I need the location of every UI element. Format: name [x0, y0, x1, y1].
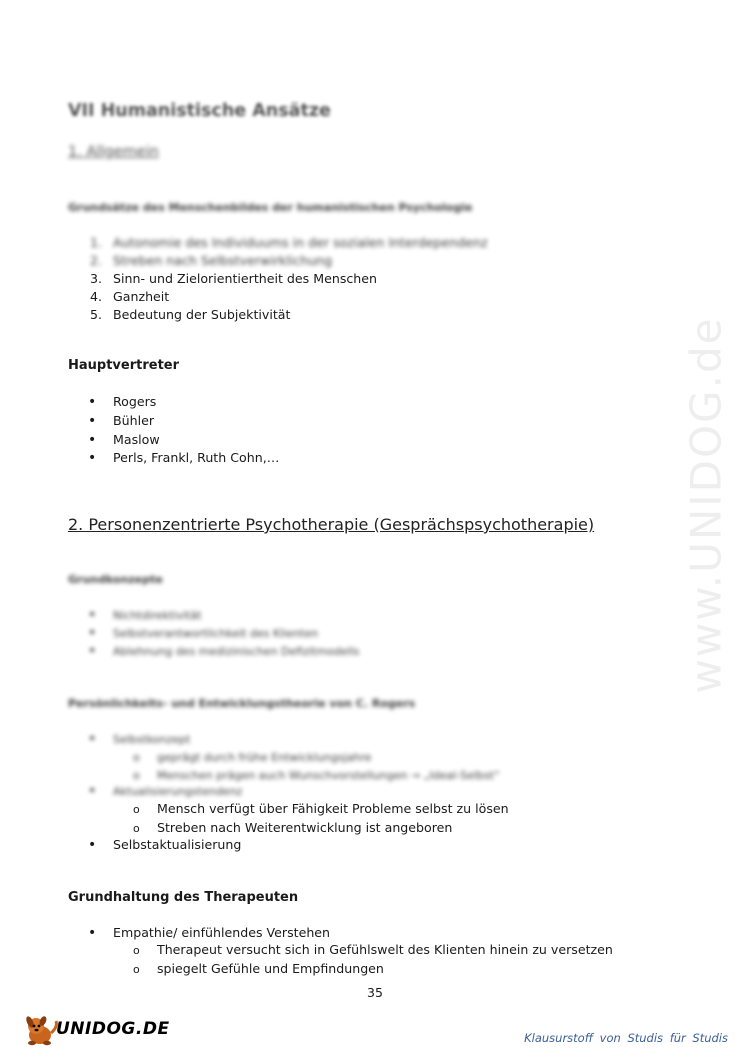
- list-item: o Mensch verfügt über Fähigkeit Probleme selbst zu lösen: [133, 801, 509, 816]
- list-item: • Ablehnung des medizinischen Defizitmodells: [88, 642, 360, 659]
- list-item: 1. Autonomie des Individuums in der sozialen Interdependenz: [90, 235, 488, 250]
- empathy-sublist: [133, 941, 613, 979]
- list-item: • Maslow: [88, 431, 160, 448]
- list-item: • Selbstverantwortlichkeit des Klienten: [88, 624, 319, 641]
- list-item: o spiegelt Gefühle und Empfindungen: [133, 961, 384, 976]
- watermark: www.UNIDOG.de: [681, 316, 731, 694]
- page-title: VII Humanistische Ansätze: [68, 101, 331, 121]
- list-item: • Rogers: [88, 394, 157, 410]
- subheading-grundhaltung: Grundhaltung des Therapeuten: [68, 890, 299, 905]
- logo-text: UNIDOG.DE: [56, 1019, 170, 1039]
- list-item: • Empathie/ einfühlendes Verstehen: [88, 925, 331, 941]
- list-item: • Bühler: [88, 412, 155, 429]
- subheading-hauptvertreter: Hauptvertreter: [68, 358, 180, 373]
- section-heading-personenzentriert: 2. Personenzentrierte Psychotherapie (Gesprächspsychotherapie): [68, 515, 595, 534]
- list-item: 5. Bedeutung der Subjektivität: [90, 307, 291, 322]
- page-number: 35: [367, 985, 383, 1000]
- footer-tagline: Klausurstoff von Studis für Studis: [524, 1031, 728, 1045]
- list-item: 4. Ganzheit: [90, 289, 170, 304]
- concepts-list: [88, 607, 359, 660]
- list-item: • Aktualisierungstendenz: [88, 783, 243, 799]
- list-item: • Selbstkonzept: [88, 731, 191, 747]
- actualization-sublist: [133, 800, 509, 838]
- self-concept-sublist: [133, 749, 500, 785]
- list-item: • Perls, Frankl, Ruth Cohn,…: [88, 450, 280, 467]
- unidog-logo: [22, 1013, 170, 1047]
- representatives-list: [88, 393, 279, 468]
- section-heading-allgemein: 1. Allgemein: [68, 144, 159, 160]
- subheading-grundsaetze: Grundsätze des Menschenbildes der humanistischen Psychologie: [68, 201, 473, 214]
- subheading-theorie: Persönlichkeits- und Entwicklungstheorie von C. Rogers: [68, 697, 416, 710]
- list-item: o geprägt durch frühe Entwicklungsjahre: [133, 751, 372, 764]
- dog-icon: [22, 1013, 60, 1047]
- principles-list: [90, 234, 488, 324]
- list-item: • Nichtdirektivität: [88, 607, 202, 623]
- list-item: • Selbstaktualisierung: [88, 837, 242, 853]
- list-item: 3. Sinn- und Zielorientiertheit des Menschen: [90, 271, 378, 286]
- list-item: o Therapeut versucht sich in Gefühlswelt des Klienten hinein zu versetzen: [133, 942, 613, 957]
- list-item: o Streben nach Weiterentwicklung ist angeboren: [133, 820, 453, 835]
- list-item: 2. Streben nach Selbstverwirklichung: [90, 253, 333, 268]
- subheading-grundkonzepte: Grundkonzepte: [68, 573, 163, 586]
- list-item: o Menschen prägen auch Wunschvorstellungen → „Ideal-Selbst“: [133, 769, 500, 782]
